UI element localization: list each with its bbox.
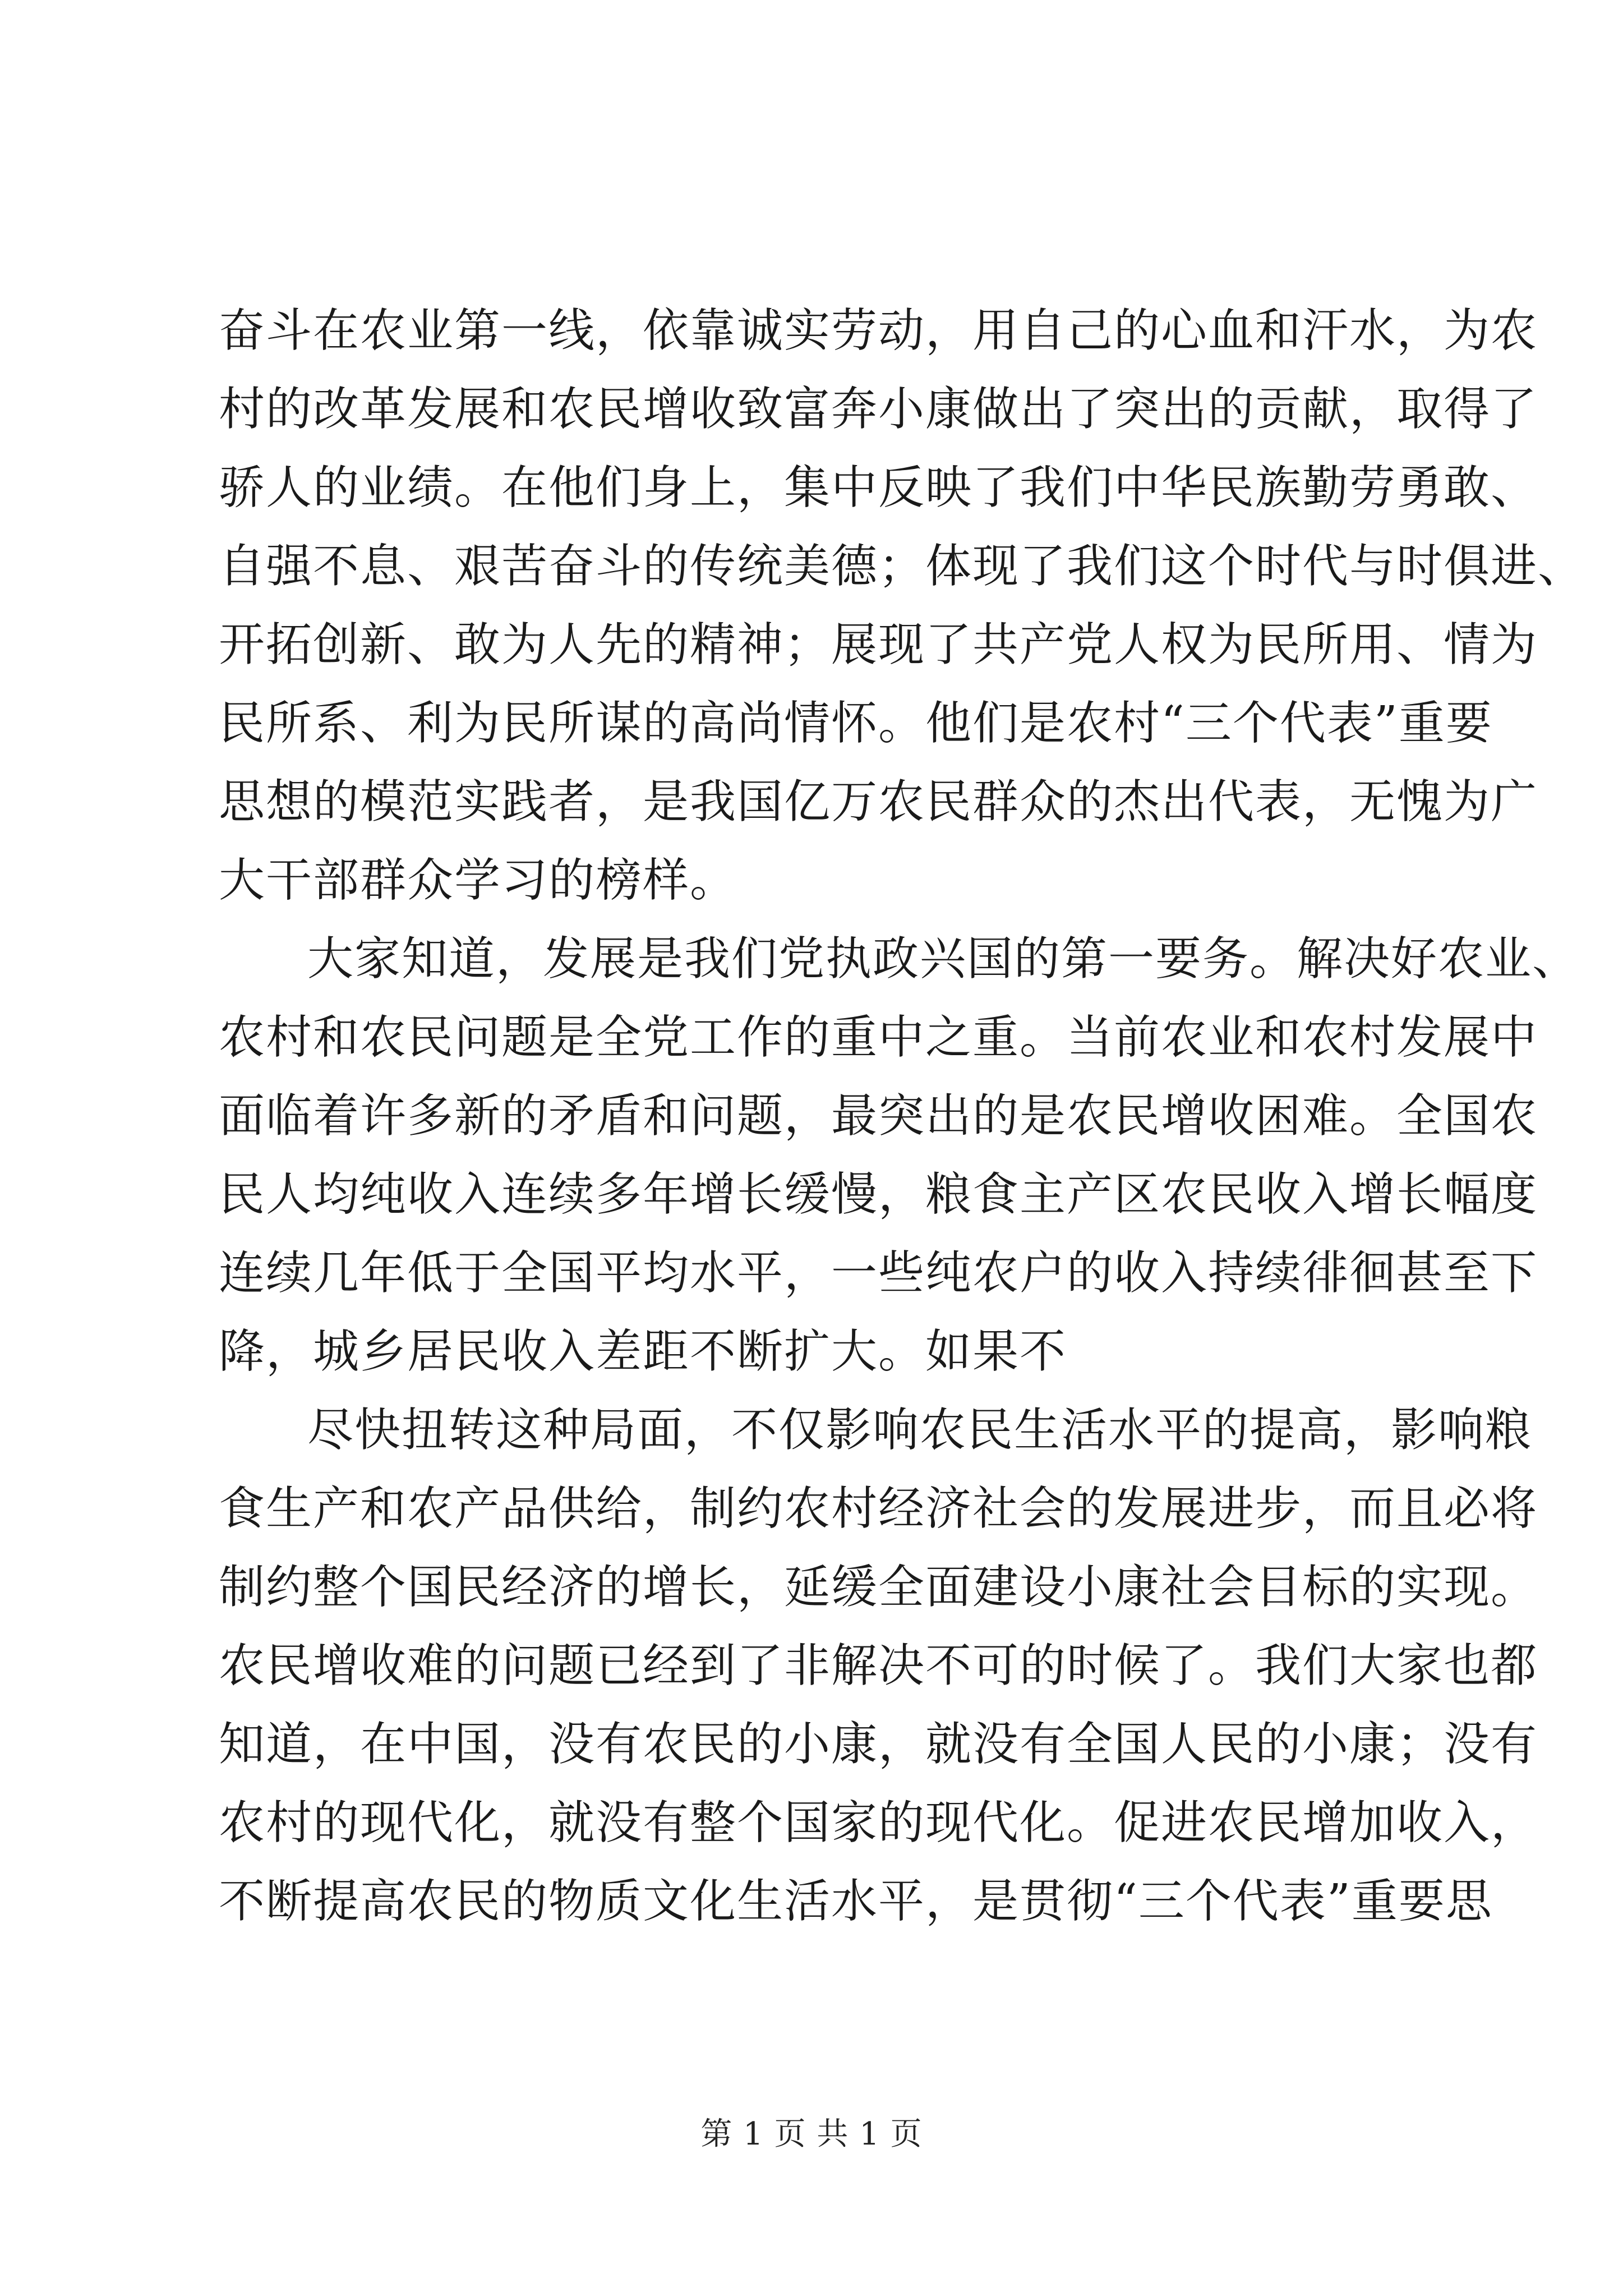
paragraph-line: 村的改革发展和农民增收致富奔小康做出了突出的贡献，取得了 [219, 383, 1538, 436]
paragraph-line: 农村的现代化，就没有整个国家的现代化。促进农民增加收入， [219, 1796, 1538, 1849]
paragraph-line: 开拓创新、敢为人先的精神；展现了共产党人权为民所用、情为 [219, 618, 1538, 671]
paragraph-line: 奋斗在农业第一线，依靠诚实劳动，用自己的心血和汗水，为农 [219, 304, 1538, 357]
paragraph-first-line: 大家知道，发展是我们党执政兴国的第一要务。解决好农业、 [307, 932, 1580, 986]
paragraph-first-line: 尽快扭转这种局面，不仅影响农民生活水平的提高，影响粮 [307, 1404, 1533, 1457]
paragraph-line: 制约整个国民经济的增长，延缓全面建设小康社会目标的实现。 [219, 1561, 1538, 1614]
paragraph-line: 不断提高农民的物质文化生活水平，是贯彻“三个代表”重要思 [219, 1875, 1493, 1928]
paragraph-line: 降，城乡居民收入差距不断扩大。如果不 [219, 1325, 1067, 1378]
paragraph-line: 民所系、利为民所谋的高尚情怀。他们是农村“三个代表”重要 [219, 697, 1493, 750]
paragraph-line: 骄人的业绩。在他们身上，集中反映了我们中华民族勤劳勇敢、 [219, 461, 1538, 514]
paragraph-line: 大干部群众学习的榜样。 [219, 854, 737, 907]
paragraph-line: 农民增收难的问题已经到了非解决不可的时候了。我们大家也都 [219, 1639, 1538, 1692]
paragraph-line: 面临着许多新的矛盾和问题，最突出的是农民增收困难。全国农 [219, 1089, 1538, 1143]
paragraph-line: 农村和农民问题是全党工作的重中之重。当前农业和农村发展中 [219, 1011, 1538, 1064]
page-number-footer: 第 1 页 共 1 页 [700, 2116, 923, 2152]
paragraph-line: 知道，在中国，没有农民的小康，就没有全国人民的小康；没有 [219, 1718, 1538, 1771]
paragraph-line: 思想的模范实践者，是我国亿万农民群众的杰出代表，无愧为广 [219, 775, 1538, 829]
paragraph-line: 民人均纯收入连续多年增长缓慢，粮食主产区农民收入增长幅度 [219, 1168, 1538, 1221]
paragraph-line: 连续几年低于全国平均水平，一些纯农户的收入持续徘徊甚至下 [219, 1246, 1538, 1300]
paragraph-line: 自强不息、艰苦奋斗的传统美德；体现了我们这个时代与时俱进、 [219, 540, 1585, 593]
paragraph-line: 食生产和农产品供给，制约农村经济社会的发展进步，而且必将 [219, 1482, 1538, 1535]
